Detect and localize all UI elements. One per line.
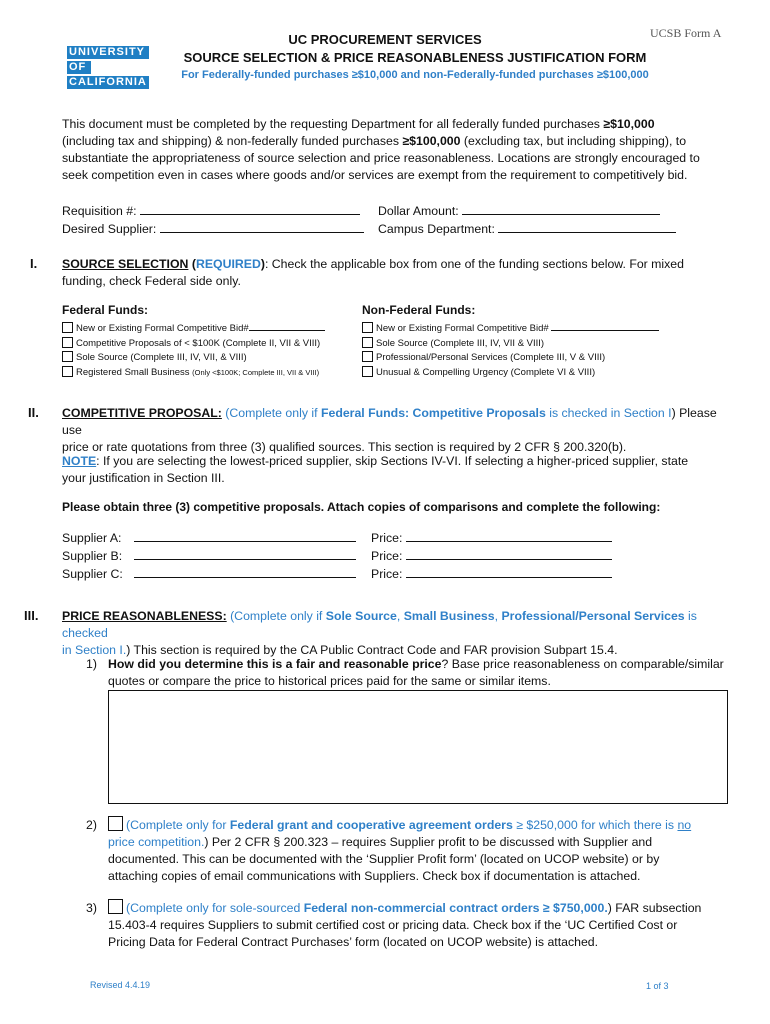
price-justification-textbox[interactable] (108, 690, 728, 804)
uc-logo: UNIVERSITY OF CALIFORNIA (67, 46, 149, 91)
section-3-heading: PRICE REASONABLENESS: (Complete only if Sole Source, Small Business, Professional/Personal Services is checked in Section I.) This section is required by the CA Public Contract Code and FAR provision Subpart 15.4. (62, 609, 697, 657)
question-3-text: (Complete only for sole-sourced Federal non-commercial contract orders ≥ $750,000.) FAR subsection 15.403-4 requires Suppliers to submit certified cost or pricing data. Check box if the ‘UC Certified Cost or Pricing Data for Federal Contract Purchases’ form (located on UCOP website) is attached. (108, 901, 702, 949)
nonfederal-funds-title: Non-Federal Funds: (362, 303, 476, 317)
form-id: UCSB Form A (650, 26, 722, 40)
requisition-field[interactable]: Requisition #: (62, 202, 360, 220)
nonfederal-funds-list (362, 320, 659, 380)
question-2-text: (Complete only for Federal grant and cooperative agreement orders ≥ $250,000 for which there is no price competition.) Per 2 CFR § 200.323 – requires Supplier profit to be discussed with Supplier and documented. This can be documented with the ‘Supplier Profit form’ (located on UCOP website) or by attaching copies of email communications with Suppliers. Check box if documentation is attached. (108, 818, 692, 883)
question-2-number: 2) (86, 818, 97, 832)
title-form: SOURCE SELECTION & PRICE REASONABLENESS JUSTIFICATION FORM (183, 50, 647, 65)
section-2-numeral: II. (28, 405, 39, 420)
question-3-number: 3) (86, 901, 97, 915)
federal-option-formal-bid[interactable]: New or Existing Formal Competitive Bid# (62, 320, 325, 337)
checkbox[interactable] (62, 337, 73, 348)
federal-funds-list (62, 320, 325, 380)
section-1-numeral: I. (30, 256, 38, 271)
page-number: 1 of 3 (646, 981, 669, 991)
checkbox[interactable] (62, 322, 73, 333)
nonfederal-option-urgency[interactable]: Unusual & Compelling Urgency (Complete VI & VIII) (362, 366, 659, 381)
section-2-instruction: Please obtain three (3) competitive proposals. Attach copies of comparisons and complete the following: (62, 500, 661, 514)
checkbox[interactable] (62, 351, 73, 362)
question-1-number: 1) (86, 657, 97, 671)
dollar-amount-field[interactable]: Dollar Amount: (378, 202, 660, 220)
question-1-text: How did you determine this is a fair and reasonable price? Base price reasonableness on comparable/similar quotes or compare the price to historical prices paid for the same or similar items. (108, 657, 724, 688)
checkbox[interactable] (362, 366, 373, 377)
title-procurement: UC PROCUREMENT SERVICES (288, 32, 482, 47)
checkbox[interactable] (62, 366, 73, 377)
supplier-c-field[interactable]: Supplier C: (62, 565, 356, 583)
price-b-field[interactable]: Price: (371, 547, 612, 565)
price-c-field[interactable]: Price: (371, 565, 612, 583)
federal-option-small-business[interactable]: Registered Small Business (Only <$100K; Complete III, VII & VIII) (62, 366, 325, 381)
campus-department-field[interactable]: Campus Department: (378, 220, 676, 238)
section-2-heading: COMPETITIVE PROPOSAL: (Complete only if Federal Funds: Competitive Proposals is checked in Section I) Please use price or rate quotations from three (3) qualified sources. This section is required by 2 CFR § 200.320(b). (62, 406, 717, 454)
intro-paragraph: This document must be completed by the requesting Department for all federally funded purchases ≥$10,000 (including tax and shipping) & non-federally funded purchases ≥$100,000 (excluding tax, but including shipping), to substantiate the appropriateness of source selection and price reasonableness. Locations are strongly encouraged to seek competition even in cases where goods and/or services are exempt from the requirement to competitively bid. (62, 117, 700, 182)
nonfederal-option-sole-source[interactable]: Sole Source (Complete III, IV, VII & VIII) (362, 337, 659, 352)
checkbox[interactable] (362, 322, 373, 333)
checkbox[interactable] (362, 351, 373, 362)
checkbox[interactable] (362, 337, 373, 348)
section-2-note: NOTE: If you are selecting the lowest-priced supplier, skip Sections IV-VI. If selecting a higher-priced supplier, state your justification in Section III. (62, 454, 689, 485)
subtitle: For Federally-funded purchases ≥$10,000 and non-Federally-funded purchases ≥$100,000 (181, 69, 649, 81)
section-3-numeral: III. (24, 608, 39, 623)
supplier-a-field[interactable]: Supplier A: (62, 529, 356, 547)
nonfederal-option-formal-bid[interactable]: New or Existing Formal Competitive Bid# (362, 320, 659, 337)
price-a-field[interactable]: Price: (371, 529, 612, 547)
supplier-b-field[interactable]: Supplier B: (62, 547, 356, 565)
federal-option-competitive-proposals[interactable]: Competitive Proposals of < $100K (Complete II, VII & VIII) (62, 337, 325, 352)
federal-funds-title: Federal Funds: (62, 303, 149, 317)
desired-supplier-field[interactable]: Desired Supplier: (62, 220, 364, 238)
section-1-heading: SOURCE SELECTION (REQUIRED): Check the applicable box from one of the funding sections below. For mixed funding, check Federal side only. (62, 257, 684, 288)
federal-option-sole-source[interactable]: Sole Source (Complete III, IV, VII, & VIII) (62, 351, 325, 366)
revised-date: Revised 4.4.19 (90, 980, 151, 990)
nonfederal-option-professional-services[interactable]: Professional/Personal Services (Complete III, V & VIII) (362, 351, 659, 366)
